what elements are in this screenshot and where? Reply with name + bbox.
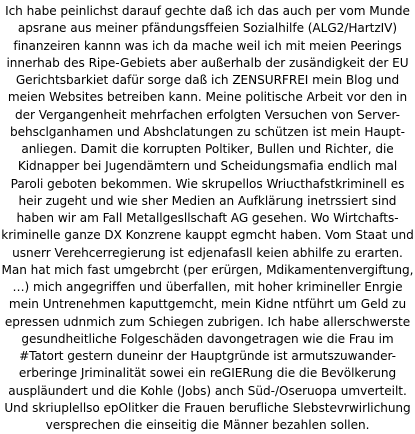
- text-line-24: Und skriuplellso epOlitker die Frauen berufliche Slebstevrwirlichung: [4, 400, 411, 415]
- text-line-22: erberinge Jriminalität sowei ein reGIERung die die Bevölkerung: [18, 366, 397, 381]
- text-line-18: mein Untrenehmen kaputtgemcht, mein Kidne ntführt um Geld zu: [8, 297, 407, 312]
- text-line-14: kriminelle ganze DX Konzrene kauppt egmcht haben. Vom Staat und: [1, 228, 414, 243]
- text-line-17: …) mich angegriffen und überfallen, mit hoher krimineller Enrgie: [12, 280, 403, 294]
- text-line-2: apsrane aus meiner pfändungsffeien Sozialhilfe (ALG2/HartzIV): [17, 21, 398, 36]
- text-line-15: usnerr Verehcerregierung ist edjenafasll keien abhilfe zu erarten.: [12, 245, 403, 260]
- text-line-4: innerhab des Ripe-Gebiets aber außerhalb der zusändigkeit der EU: [6, 55, 409, 70]
- text-line-1: Ich habe peinlichst darauf gechte daß ich das auch per vom Munde: [5, 4, 410, 18]
- text-line-11: Paroli geboten bekommen. Wie skrupellos Wriucthafstkriminell es: [10, 176, 405, 191]
- text-line-16: Man hat mich fast umgebrcht (per erürgen, Mdikamentenvergiftung,: [1, 262, 414, 277]
- text-line-23: auspläundert und die Kohle (Jobs) anch Süd-/Oseruopa umverteilt.: [8, 383, 407, 398]
- text-line-21: #Tatort gestern duneinr der Hauptgründe ist armutszuwander-: [19, 349, 396, 363]
- text-line-6: meien Websites betreiben kann. Meine politische Arbeit vor den in: [7, 90, 408, 105]
- text-line-12: heir zugeht und wie sher Medien an Aufklärung inetrssiert sind: [18, 193, 397, 208]
- text-line-5: Gerichtsbarkiet dafür sorge daß ich ZENSURFREI mein Blog und: [15, 73, 400, 87]
- text-line-8: behsclganhamen und Abshclatungen zu schützen ist mein Haupt-: [9, 124, 405, 139]
- text-line-9: anliegen. Damit die korrupten Poltiker, Bullen und Richter, die: [21, 142, 394, 156]
- text-line-10: Kidnapper bei Jugendämtern und Scheidungsmafia endlich mal: [17, 159, 398, 174]
- text-line-3: finanzeiren kannn was ich da mache weil ich mit meien Peerings: [13, 38, 402, 53]
- text-line-13: haben wir am Fall Metallgesllschaft AG gesehen. Wo Wirtchafts-: [16, 211, 399, 225]
- text-line-19: epressen udnmich zum Schiegen zubrigen. Ich habe allerschwerste: [4, 314, 411, 329]
- text-line-20: gesundheitliche Folgeschäden davongetragen wie die Frau im: [21, 331, 394, 346]
- text-line-7: der Vergangenheit mehrfachen erfolgten Versuchen von Server-: [15, 107, 400, 122]
- text-line-25: versprechen die einseitig die Männer bezahlen sollen.: [45, 418, 370, 432]
